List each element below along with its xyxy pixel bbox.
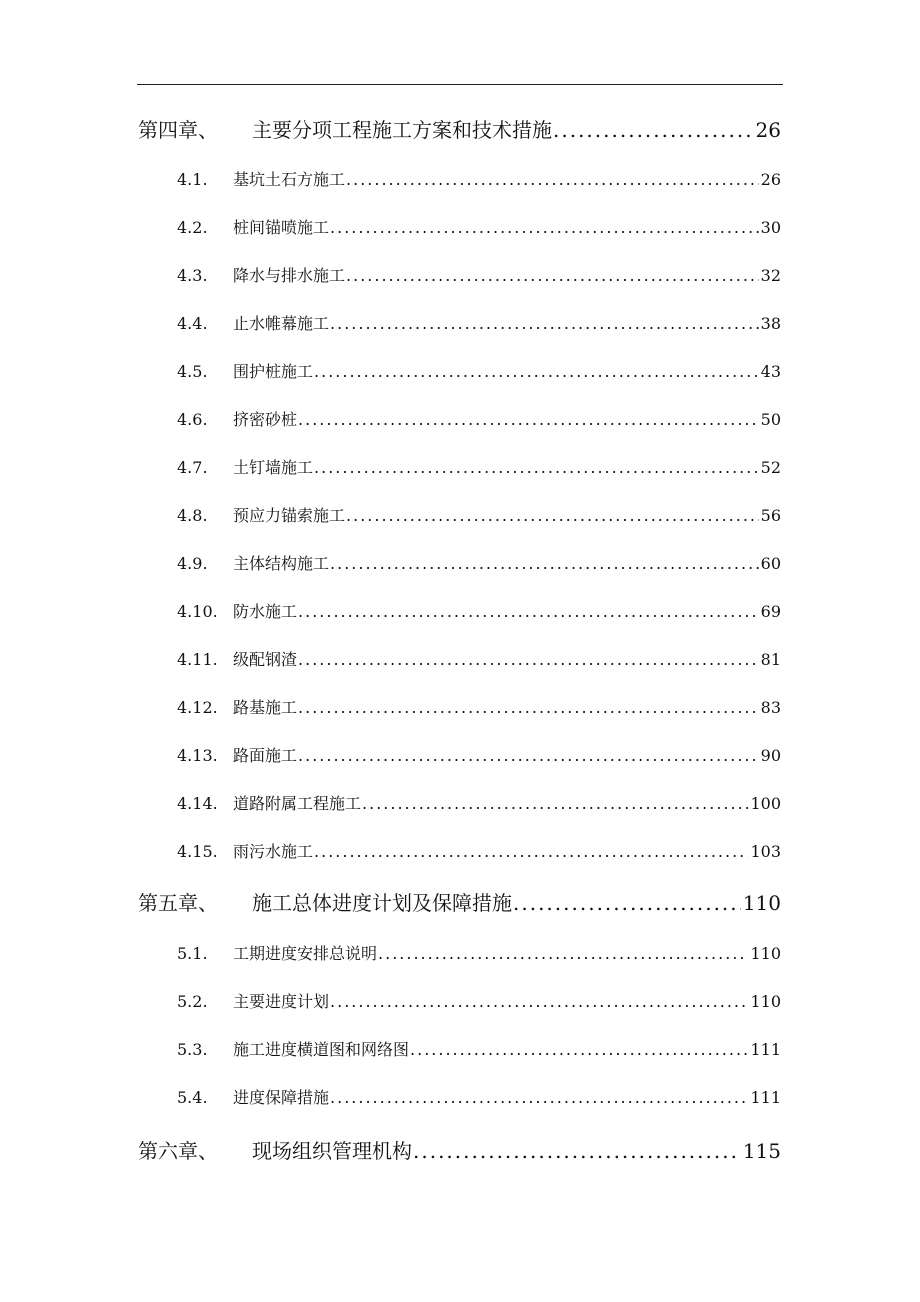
dot-leader (410, 1040, 748, 1059)
toc-entry-page: 83 (760, 698, 781, 717)
toc-entry-number: 4.3. (177, 266, 208, 285)
toc-entry-number: 4.7. (177, 458, 208, 477)
toc-entry-section[interactable] (177, 359, 781, 383)
toc-entry-number: 5.4. (177, 1088, 208, 1107)
toc-entry-title: 桩间锚喷施工 (233, 218, 330, 237)
toc-entry-section[interactable] (177, 791, 781, 815)
toc-entry-page: 90 (760, 746, 781, 765)
toc-entry-page: 69 (760, 602, 781, 621)
toc-entry-title: 施工总体进度计划及保障措施 (252, 891, 512, 915)
toc-entry-number: 4.8. (177, 506, 208, 525)
toc-entry-chapter[interactable] (138, 114, 781, 142)
toc-entry-section[interactable] (177, 839, 781, 863)
toc-entry-title: 降水与排水施工 (233, 266, 346, 285)
toc-entry-page: 111 (750, 1088, 781, 1107)
toc-entry-page: 52 (760, 458, 781, 477)
toc-entry-title: 防水施工 (233, 602, 298, 621)
toc-entry-title: 路基施工 (233, 698, 298, 717)
toc-entry-title: 止水帷幕施工 (233, 314, 330, 333)
toc-entry-title: 基坑土石方施工 (233, 170, 346, 189)
toc-entry-section[interactable] (177, 941, 781, 965)
dot-leader (413, 1139, 741, 1163)
toc-entry-number: 4.6. (177, 410, 208, 429)
toc-entry-title: 挤密砂桩 (233, 410, 298, 429)
dot-leader (330, 218, 759, 237)
toc-entry-section[interactable] (177, 1085, 781, 1109)
dot-leader (513, 891, 741, 915)
toc-entry-number: 4.12. (177, 698, 218, 717)
dot-leader (553, 118, 754, 142)
dot-leader (346, 506, 759, 525)
toc-entry-page: 110 (750, 944, 781, 963)
dot-leader (330, 992, 748, 1011)
toc-entry-title: 施工进度横道图和网络图 (233, 1040, 410, 1059)
toc-entry-number: 4.1. (177, 170, 208, 189)
toc-entry-page: 26 (760, 170, 781, 189)
toc-entry-title: 工期进度安排总说明 (233, 944, 378, 963)
toc-entry-chapter[interactable] (138, 887, 781, 915)
toc-entry-page: 111 (750, 1040, 781, 1059)
dot-leader (346, 266, 759, 285)
toc-entry-page: 115 (742, 1139, 781, 1163)
toc-entry-number: 第四章、 (138, 118, 218, 142)
toc-entry-title: 主体结构施工 (233, 554, 330, 573)
toc-entry-title: 围护桩施工 (233, 362, 314, 381)
toc-entry-number: 4.15. (177, 842, 218, 861)
toc-entry-page: 110 (742, 891, 781, 915)
toc-entry-number: 4.9. (177, 554, 208, 573)
toc-entry-section[interactable] (177, 215, 781, 239)
toc-entry-section[interactable] (177, 1037, 781, 1061)
toc-entry-number: 4.14. (177, 794, 218, 813)
dot-leader (298, 602, 759, 621)
toc-entry-section[interactable] (177, 455, 781, 479)
toc-entry-number: 4.13. (177, 746, 218, 765)
toc-entry-page: 56 (760, 506, 781, 525)
toc-entry-number: 4.4. (177, 314, 208, 333)
dot-leader (298, 746, 759, 765)
toc-entry-page: 50 (760, 410, 781, 429)
toc-entry-title: 土钉墙施工 (233, 458, 314, 477)
dot-leader (314, 842, 748, 861)
toc-entry-page: 43 (760, 362, 781, 381)
toc-entry-title: 路面施工 (233, 746, 298, 765)
toc-entry-number: 4.5. (177, 362, 208, 381)
dot-leader (346, 170, 759, 189)
dot-leader (298, 410, 759, 429)
toc-entry-section[interactable] (177, 743, 781, 767)
toc-entry-title: 进度保障措施 (233, 1088, 330, 1107)
toc-entry-title: 雨污水施工 (233, 842, 314, 861)
dot-leader (298, 650, 759, 669)
toc-entry-page: 32 (760, 266, 781, 285)
toc-entry-section[interactable] (177, 599, 781, 623)
toc-entry-title: 道路附属工程施工 (233, 794, 362, 813)
toc-entry-number: 5.3. (177, 1040, 208, 1059)
toc-entry-title: 现场组织管理机构 (252, 1139, 412, 1163)
toc-entry-page: 110 (750, 992, 781, 1011)
toc-entry-number: 5.1. (177, 944, 208, 963)
toc-entry-number: 第五章、 (138, 891, 218, 915)
toc-entry-page: 26 (755, 118, 781, 142)
toc-entry-title: 主要分项工程施工方案和技术措施 (252, 118, 552, 142)
dot-leader (330, 554, 759, 573)
toc-entry-section[interactable] (177, 311, 781, 335)
toc-entry-chapter[interactable] (138, 1135, 781, 1163)
toc-entry-page: 38 (760, 314, 781, 333)
dot-leader (362, 794, 748, 813)
toc-entry-section[interactable] (177, 263, 781, 287)
toc-entry-section[interactable] (177, 551, 781, 575)
toc-entry-title: 主要进度计划 (233, 992, 330, 1011)
toc-entry-section[interactable] (177, 989, 781, 1013)
toc-entry-section[interactable] (177, 503, 781, 527)
dot-leader (330, 314, 759, 333)
toc-entry-number: 4.10. (177, 602, 218, 621)
toc-entry-section[interactable] (177, 167, 781, 191)
toc-entry-page: 100 (750, 794, 781, 813)
dot-leader (314, 362, 759, 381)
toc-entry-title: 预应力锚索施工 (233, 506, 346, 525)
dot-leader (298, 698, 759, 717)
toc-entry-number: 4.11. (177, 650, 218, 669)
toc-entry-title: 级配钢渣 (233, 650, 298, 669)
toc-entry-page: 60 (760, 554, 781, 573)
toc-entry-page: 30 (760, 218, 781, 237)
dot-leader (314, 458, 759, 477)
toc-entry-number: 5.2. (177, 992, 208, 1011)
toc-entry-page: 81 (760, 650, 781, 669)
dot-leader (330, 1088, 748, 1107)
dot-leader (378, 944, 748, 963)
toc-entry-section[interactable] (177, 407, 781, 431)
toc-entry-number: 第六章、 (138, 1139, 218, 1163)
toc-entry-section[interactable] (177, 647, 781, 671)
toc-entry-number: 4.2. (177, 218, 208, 237)
toc-entry-section[interactable] (177, 695, 781, 719)
toc-entry-page: 103 (750, 842, 781, 861)
